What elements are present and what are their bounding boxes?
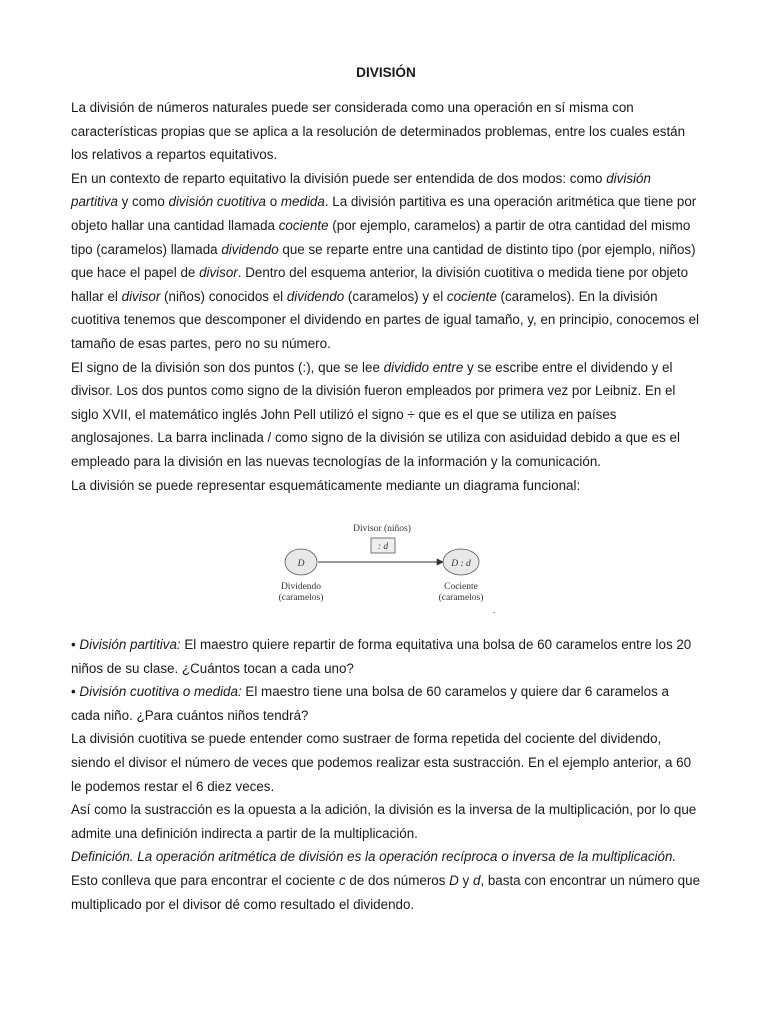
diagram-svg — [271, 521, 501, 621]
var-c: c — [338, 873, 346, 889]
var-D: D — [449, 873, 459, 889]
term-division-cuotitiva: división cuotitiva — [168, 194, 267, 210]
text-run: que se reparte entre una cantidad de distinto tipo (por ejemplo, niños) que hace el papel de — [71, 241, 696, 281]
term-dividendo: dividendo — [286, 288, 345, 304]
quotient-caption-unit: (caramelos) — [438, 593, 484, 604]
text-run: (por ejemplo, caramelos) a partir de otra cantidad del mismo tipo (caramelos) llamada — [71, 217, 691, 257]
paragraph-sign — [71, 356, 701, 474]
definition-text: Definición. La operación aritmética de división es la operación recíproca o inversa de la multiplicación. — [71, 849, 677, 865]
text-run: de dos números — [345, 873, 450, 889]
dividend-caption-unit: (caramelos) — [278, 593, 324, 604]
quotient-node-label: D : d — [451, 559, 471, 570]
text-run: En un contexto de reparto equitativo la división puede ser entendida de dos modos: como — [71, 170, 607, 186]
divisor-label: Divisor (niños) — [353, 524, 411, 535]
dividend-caption: Dividendo — [280, 582, 322, 593]
text-run: y como — [117, 194, 169, 210]
term-dividendo: dividendo — [221, 241, 279, 257]
functional-diagram — [71, 503, 701, 625]
bullet-glyph: • — [71, 637, 80, 653]
paragraph-conclusion — [71, 869, 701, 916]
text-run: . La división partitiva es una operación aritmética que tiene por objeto hallar una cantidad llamada — [71, 194, 697, 233]
bullet-cuotitiva — [71, 680, 701, 727]
term-dividido-entre: dividido entre — [383, 359, 464, 375]
paragraph-diagram-intro: La división se puede representar esquemáticamente mediante un diagrama funcional: — [71, 477, 581, 493]
page-title: DIVISIÓN — [356, 65, 416, 80]
quotient-caption: Cociente — [444, 582, 478, 593]
paragraph-inverse: Así como la sustracción es la opuesta a la adición, la división es la inversa de la multiplicación, por lo que admite una definición indirecta a partir de la multiplicación. — [71, 802, 697, 841]
text-run: El signo de la división son dos puntos (:), que se lee — [71, 359, 384, 375]
bullet-partitiva — [71, 633, 701, 680]
bullet-text: El maestro quiere repartir de forma equitativa una bolsa de 60 caramelos entre los 20 niños de su clase. ¿Cuántos tocan a cada uno? — [71, 637, 692, 676]
text-run: , basta con encontrar un número que multiplicado por el divisor dé como resultado el dividendo. — [71, 873, 701, 912]
text-run: (caramelos). En la división cuotitiva tenemos que descomponer el dividendo en partes de igual tamaño, y, en principio, conocemos el tamaño de esas partes, pero no su número. — [71, 288, 699, 351]
text-run: y se escribe entre el dividendo y el divisor. Los dos puntos como signo de la división fueron empleados por primera vez por Leibniz. En el siglo XVII, el matemático inglés John Pell utilizó el signo ÷ que es el que se utiliza en países anglosajones. La barra inclinada / como signo de la división se utiliza con asiduidad debido a que es el empleado para la división en las nuevas tecnologías de la información y la comunicación. — [71, 359, 680, 469]
term-medida: medida — [280, 194, 325, 210]
paragraph-repeated-subtraction: La división cuotitiva se puede entender como sustraer de forma repetida del cociente del dividendo, siendo el divisor el número de veces que podemos realizar esta sustracción. En el ejemplo anterior, a 60 le podemos restar el 6 diez veces. — [71, 731, 692, 794]
term-division-partitiva: división partitiva — [71, 170, 651, 210]
bullet-glyph: • — [71, 684, 80, 700]
paragraph-definition — [71, 845, 701, 869]
var-d: d — [472, 873, 481, 889]
dividend-node-label: D — [297, 559, 305, 570]
paragraph-modes — [71, 167, 701, 356]
text-run: . Dentro del esquema anterior, la división cuotitiva o medida tiene por objeto hallar el — [71, 265, 689, 304]
text-run: (niños) conocidos el — [160, 288, 287, 304]
term-cociente: cociente — [278, 217, 329, 233]
text-run: o — [266, 194, 281, 210]
term-cociente: cociente — [446, 288, 497, 304]
term-divisor: divisor — [121, 288, 161, 304]
bullet-text: El maestro tiene una bolsa de 60 caramelos y quiere dar 6 caramelos a cada niño. ¿Para cuántos niños tendrá? — [71, 684, 669, 723]
term-divisor: divisor — [199, 265, 238, 281]
bullet-label: División cuotitiva o medida: — [79, 684, 242, 700]
text-run: (caramelos) y el — [344, 288, 447, 304]
paragraph-intro: La división de números naturales puede ser considerada como una operación en sí misma con características propias que se aplica a la resolución de determinados problemas, entre los cuales están los relativos a repartos equitativos. — [71, 100, 686, 163]
operator-label: : d — [377, 542, 389, 553]
text-run: y — [458, 873, 473, 889]
stray-dot: . — [493, 606, 496, 617]
text-run: Esto conlleva que para encontrar el cociente — [71, 873, 339, 889]
document-page — [71, 62, 701, 916]
bullet-label: División partitiva: — [79, 637, 181, 653]
